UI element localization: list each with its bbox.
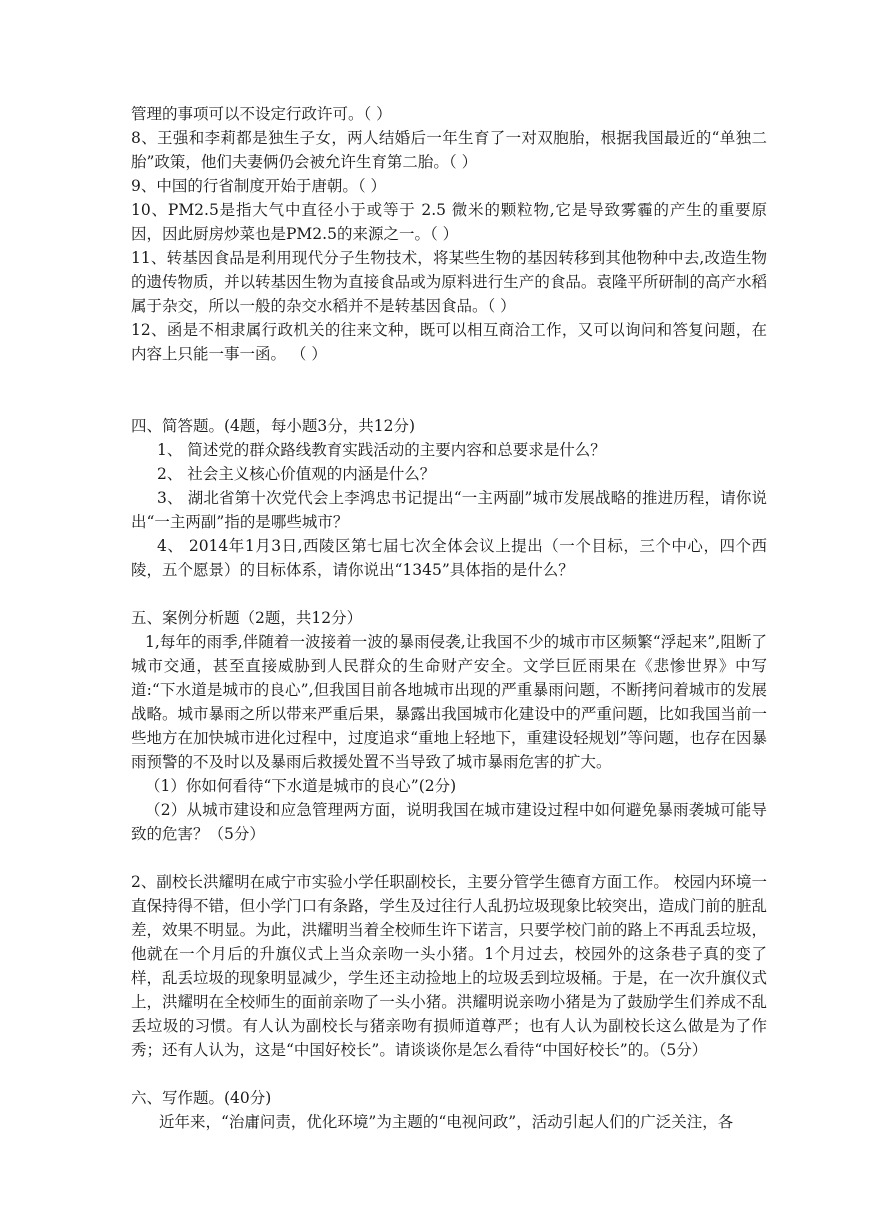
writing-prompt: 近年来，“治庸问责，优化环境”为主题的“电视问政”，活动引起人们的广泛关注，各: [159, 1113, 734, 1131]
writing-section: [131, 1086, 767, 1134]
tf-question-10: 10、PM2.5是指大气中直径小于或等于 2.5 微米的颗粒物,它是导致雾霾的产生的重要原因，因此厨房炒菜也是PM2.5的来源之一。（ ）: [131, 201, 767, 243]
tf-question-8: 8、王强和李莉都是独生子女，两人结婚后一年生育了一对双胞胎，根据我国最近的“单独二胎”政策，他们夫妻俩仍会被允许生育第二胎。（ ）: [131, 129, 767, 171]
tf-question-11: 11、转基因食品是利用现代分子生物技术，将某些生物的基因转移到其他物种中去,改造生物的遗传物质，并以转基因生物为直接食品或为原料进行生产的食品。袁隆平所研制的高产水稻属于杂交，所以一般的杂交水稻并不是转基因食品。（ ）: [131, 249, 767, 315]
case-1-question-1: （1）你如何看待“下水道是城市的良心”(2分): [145, 777, 457, 795]
section-heading: 五、案例分析题（2题，共12分）: [131, 609, 363, 627]
tf-question-7-tail: 管理的事项可以不设定行政许可。（ ）: [131, 105, 392, 123]
case-2-text: 2、副校长洪耀明在咸宁市实验小学任职副校长，主要分管学生德育方面工作。 校园内环境一直保持得不错，但小学门口有条路，学生及过往行人乱扔垃圾现象比较突出，造成门前的脏乱差，效果不明显。为此，洪耀明当着全校师生许下诺言，只要学校门前的路上不再乱丢垃圾，他就在一个月后的升旗仪式上当众亲吻一头小猪。1个月过去，校园外的这条巷子真的变了样，乱丢垃圾的现象明显减少，学生还主动捡地上的垃圾丢到垃圾桶。于是，在一次升旗仪式上，洪耀明在全校师生的面前亲吻了一头小猪。洪耀明说亲吻小猪是为了鼓励学生们养成不乱丢垃圾的习惯。有人认为副校长与猪亲吻有损师道尊严；也有人认为副校长这么做是为了作秀；还有人认为，这是“中国好校长”。请谈谈你是怎么看待“中国好校长”的。（5分）: [131, 873, 767, 1059]
case-1-question-2: （2）从城市建设和应急管理两方面，说明我国在城市建设过程中如何避免暴雨袭城可能导致的危害？（5分）: [131, 801, 767, 843]
short-question-4: 4、 2014年1月3日,西陵区第七届七次全体会议上提出（一个目标，三个中心，四个西陵，五个愿景）的目标体系，请你说出“1345”具体指的是什么？: [131, 537, 767, 579]
tf-question-9: 9、中国的行省制度开始于唐朝。（ ）: [131, 177, 387, 195]
true-false-section: [131, 102, 767, 366]
section-heading: 六、写作题。(40分): [131, 1089, 272, 1107]
short-answer-section: [131, 414, 767, 582]
short-question-1: 1、 简述党的群众路线教育实践活动的主要内容和总要求是什么？: [157, 441, 606, 459]
case-analysis-section: [131, 606, 767, 1062]
case-1-text: 1,每年的雨季,伴随着一波接着一波的暴雨侵袭,让我国不少的城市市区频繁“浮起来”,阻断了城市交通，甚至直接威胁到人民群众的生命财产安全。文学巨匠雨果在《悲惨世界》中写道:“下水道是城市的良心”,但我国目前各地城市出现的严重暴雨问题，不断拷问着城市的发展战略。城市暴雨之所以带来严重后果，暴露出我国城市化建设中的严重问题，比如我国当前一些地方在加快城市进化过程中，过度追求“重地上轻地下，重建设轻规划”等问题，也存在因暴雨预警的不及时以及暴雨后救援处置不当导致了城市暴雨危害的扩大。: [131, 633, 767, 771]
section-heading: 四、简答题。(4题，每小题3分，共12分): [131, 417, 416, 435]
short-question-2: 2、 社会主义核心价值观的内涵是什么？: [157, 465, 436, 483]
short-question-3: 3、 湖北省第十次党代会上李鸿忠书记提出“一主两副”城市发展战略的推进历程，请你说出“一主两副”指的是哪些城市？: [131, 489, 767, 531]
tf-question-12: 12、函是不相隶属行政机关的往来文种，既可以相互商洽工作，又可以询问和答复问题，在内容上只能一事一函。 （ ）: [131, 321, 767, 363]
page-content: [131, 102, 767, 1134]
